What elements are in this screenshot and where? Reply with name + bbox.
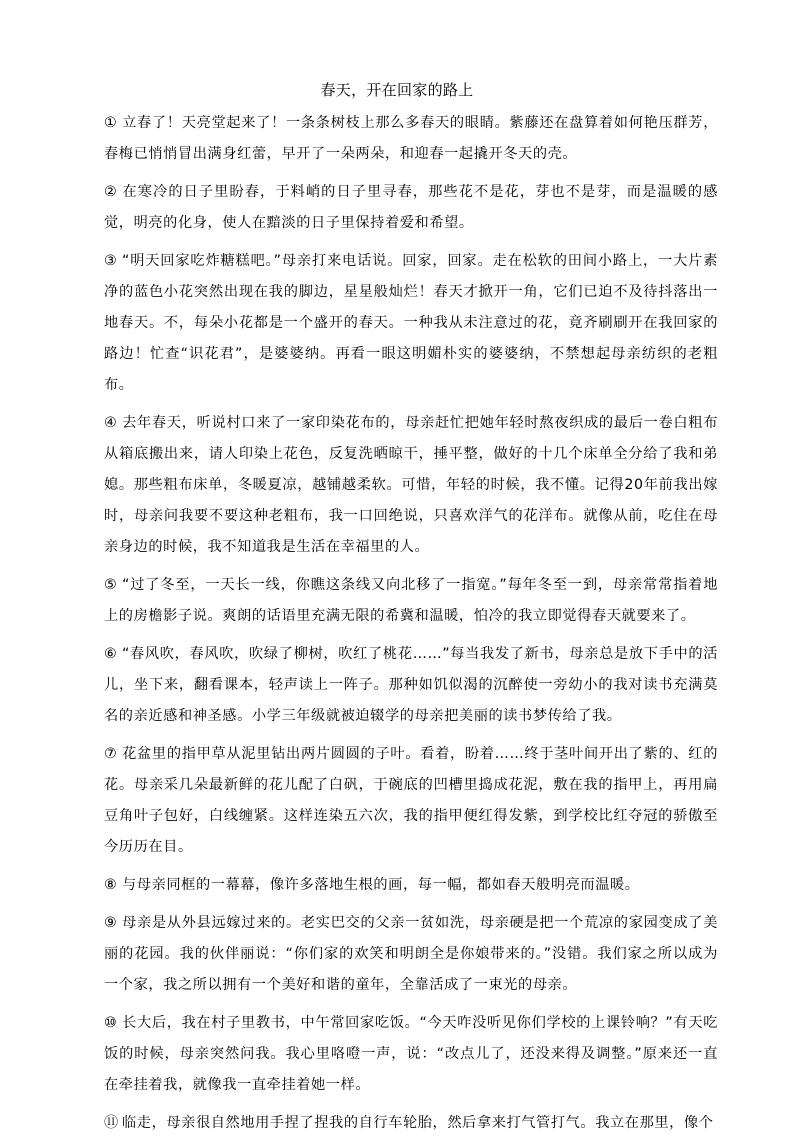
paragraph-number: ⑩ xyxy=(104,1015,118,1031)
paragraph-1 xyxy=(104,108,718,170)
paragraph-text: 临走，母亲很自然地用手捏了捏我的自行车轮胎，然后拿来打气管打气。我立在那里，像个 xyxy=(122,1115,714,1131)
article-title: 春天，开在回家的路上 xyxy=(320,81,474,99)
paragraph-6 xyxy=(104,639,718,732)
paragraph-text: “明天回家吃炸糖糕吧。”母亲打来电话说。回家，回家。走在松软的田间小路上，一大片素净的蓝色小花突然出现在我的脚边，星星般灿烂！春天才掀开一角，它们已迫不及待抖落出一地春天。不，每朵小花都是一个盛开的春天。一种我从未注意过的花，竟齐刷刷开在我回家的路边！忙查“识花君”，是婆婆纳。再看一眼这明媚朴实的婆婆纳，不禁想起母亲纺织的老粗布。 xyxy=(104,253,718,393)
paragraph-text: 长大后，我在村子里教书，中午常回家吃饭。“今天咋没听见你们学校的上课铃响？”有天吃饭的时候，母亲突然问我。我心里咯噔一声，说：“改点儿了，还没来得及调整。”原来还一直在牵挂着我，就像我一直牵挂着她一样。 xyxy=(104,1015,718,1093)
paragraph-5 xyxy=(104,570,718,632)
paragraph-text: 花盆里的指甲草从泥里钻出两片圆圆的子叶。看着，盼着……终于茎叶间开出了紫的、红的花。母亲采几朵最新鲜的花儿配了白矾，于碗底的凹槽里捣成花泥，敷在我的指甲上，再用扁豆角叶子包好，白线缠紧。这样连染五六次，我的指甲便红得发紫，到学校比红夺冠的骄傲至今历历在目。 xyxy=(104,746,718,855)
paragraph-text: 母亲是从外县远嫁过来的。老实巴交的父亲一贫如洗，母亲硬是把一个荒凉的家园变成了美丽的花园。我的伙伴丽说：“你们家的欢笑和明朗全是你娘带来的。”没错。我们家之所以成为一个家，我之所以拥有一个美好和谐的童年，全靠活成了一束光的母亲。 xyxy=(104,915,718,993)
paragraph-10 xyxy=(104,1008,718,1101)
paragraph-text: 与母亲同框的一幕幕，像许多落地生根的画，每一幅，都如春天般明亮而温暖。 xyxy=(122,877,640,893)
paragraph-text: 去年春天，听说村口来了一家印染花布的，母亲赶忙把她年轻时熬夜织成的最后一卷白粗布从箱底搬出来，请人印染上花色，反复洗晒晾干，捶平整，做好的十几个床单全分给了我和弟媳。那些粗布床单，冬暖夏凉，越铺越柔软。可惜，年轻的时候，我不懂。记得20年前我出嫁时，母亲问我要不要这种老粗布，我一口回绝说，只喜欢洋气的花洋布。就像从前，吃住在母亲身边的时候，我不知道我是生活在幸福里的人。 xyxy=(104,415,718,555)
paragraph-number: ② xyxy=(104,184,118,200)
paragraph-number: ⑥ xyxy=(104,646,118,662)
paragraph-text: 立春了！天亮堂起来了！一条条树枝上那么多春天的眼睛。紫藤还在盘算着如何艳压群芳，春梅已悄悄冒出满身红蕾，早开了一朵两朵，和迎春一起撬开冬天的壳。 xyxy=(104,115,718,162)
paragraph-4 xyxy=(104,408,718,563)
article-body xyxy=(0,108,794,1146)
paragraph-text: 在寒冷的日子里盼春，于料峭的日子里寻春，那些花不是花，芽也不是芽，而是温暖的感觉，明亮的化身，使人在黯淡的日子里保持着爱和希望。 xyxy=(104,184,718,231)
paragraph-7 xyxy=(104,739,718,863)
paragraph-9 xyxy=(104,908,718,1001)
paragraph-number: ⑨ xyxy=(104,915,118,931)
paragraph-number: ③ xyxy=(104,253,118,269)
paragraph-number: ⑤ xyxy=(104,577,118,593)
paragraph-number: ① xyxy=(104,115,118,131)
paragraph-8 xyxy=(104,870,718,901)
paragraph-number: ⑧ xyxy=(104,877,118,893)
paragraph-number: ⑦ xyxy=(104,746,118,762)
paragraph-3 xyxy=(104,246,718,401)
paragraph-number: ⑪ xyxy=(104,1115,119,1131)
paragraph-text: “春风吹，春风吹，吹绿了柳树，吹红了桃花……”每当我发了新书，母亲总是放下手中的活儿，坐下来，翻看课本，轻声读上一阵子。那种如饥似渴的沉醉使一旁幼小的我对读书充满莫名的亲近感和神圣感。小学三年级就被迫辍学的母亲把美丽的读书梦传给了我。 xyxy=(104,646,718,724)
paragraph-2 xyxy=(104,177,718,239)
paragraph-11 xyxy=(104,1108,718,1139)
paragraph-number: ④ xyxy=(104,415,118,431)
paragraph-text: “过了冬至，一天长一线，你瞧这条线又向北移了一指宽。”每年冬至一到，母亲常常指着地上的房檐影子说。爽朗的话语里充满无限的希冀和温暖，怕冷的我立即觉得春天就要来了。 xyxy=(104,577,718,624)
